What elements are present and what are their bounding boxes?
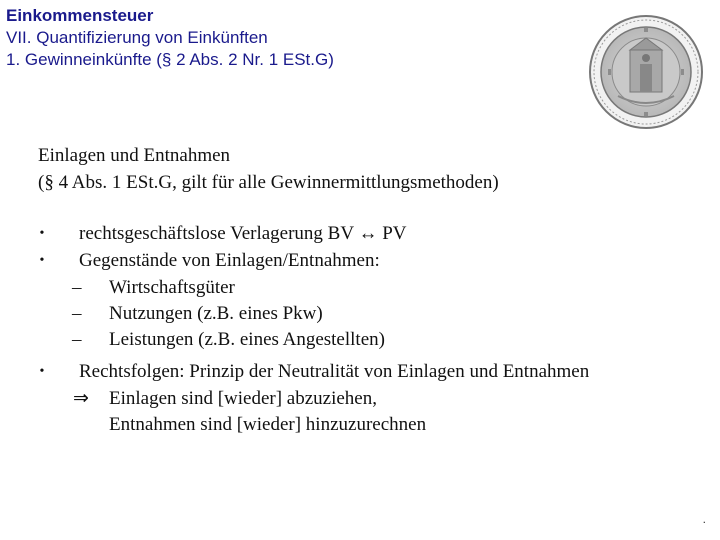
sub-list-item-text: Nutzungen (z.B. eines Pkw) [109,303,323,324]
consequence-text: Einlagen sind [wieder] abzuziehen, [109,388,377,409]
consequence-text: Entnahmen sind [wieder] hinzuzurechnen [109,414,427,435]
intro-reference: (§ 4 Abs. 1 ESt.G, gilt für alle Gewinnermittlungsmethoden) [38,172,499,193]
sub-list-item [38,274,499,300]
list-item [38,247,499,274]
bullet-icon: • [39,226,45,241]
implies-arrow-icon: ⇒ [73,388,89,409]
sub-list-item [38,300,499,326]
footer-mark: . [702,512,706,526]
sub-list-item [38,326,499,352]
university-seal-icon [588,14,704,130]
intro-heading: Einlagen und Entnahmen [38,145,231,166]
sub-list-item-text: Leistungen (z.B. eines Angestellten) [109,329,385,350]
bullet-icon: • [39,253,45,268]
bullet-icon: • [39,364,45,379]
dash-icon: – [72,303,82,324]
slide-title: Einkommensteuer [6,6,154,25]
slide-section: 1. Gewinneinkünfte (§ 2 Abs. 2 Nr. 1 ESt.G) [6,50,334,69]
list-item [38,358,590,385]
list-item-text: rechtsgeschäftslose Verlagerung BV ↔ PV [79,223,407,244]
dash-icon: – [72,329,82,350]
slide-body [38,142,590,437]
list-item [38,220,499,247]
intro-block [38,142,499,196]
sub-list-item-text: Wirtschaftsgüter [109,277,235,298]
slide-header [6,5,334,71]
dash-icon: – [72,277,82,298]
consequence-line [38,411,499,437]
consequence-line [38,385,499,411]
list-item-text: Rechtsfolgen: Prinzip der Neutralität von Einlagen und Entnahmen [79,361,590,382]
list-item-text: Gegenstände von Einlagen/Entnahmen: [79,250,380,271]
slide-subtitle: VII. Quantifizierung von Einkünften [6,28,268,47]
